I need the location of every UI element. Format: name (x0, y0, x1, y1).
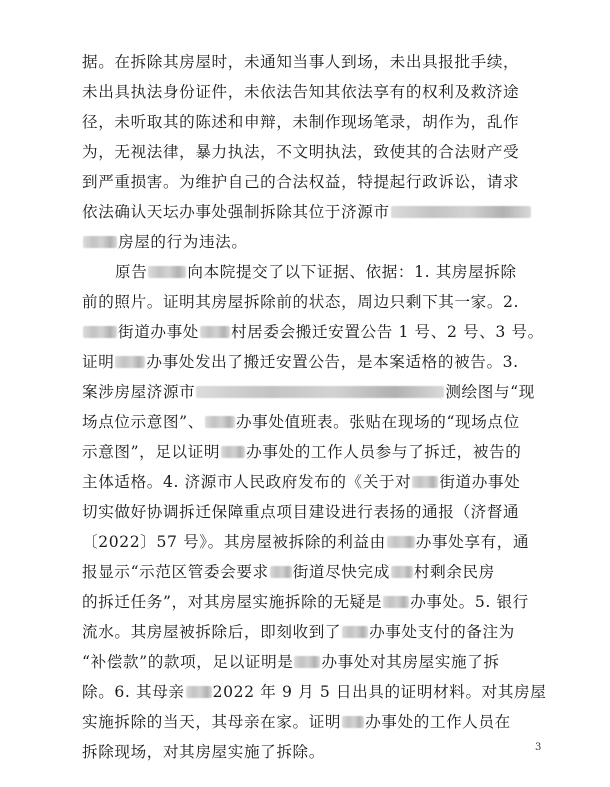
text-line (82, 77, 542, 107)
text-segment: 办事处享有，通 (415, 533, 530, 551)
redacted-name (186, 686, 212, 698)
redacted-place (221, 446, 245, 458)
text-segment: 为，无视法律，暴力执法，不文明执法，致使其的合法财产受 (82, 143, 520, 161)
text-line (82, 647, 542, 677)
redacted-place (383, 596, 409, 608)
text-line (82, 47, 542, 77)
text-line (82, 437, 542, 467)
text-line (82, 347, 542, 377)
text-segment: 报显示“示范区管委会要求 (82, 563, 269, 581)
text-segment: 办事处值班表。张贴在现场的“现场点位 (235, 413, 520, 431)
text-segment: 测绘图与“现 (445, 383, 535, 401)
text-segment: 主体适格。4. 济源市人民政府发布的《关于对 (82, 473, 412, 491)
text-line (82, 737, 542, 767)
text-segment: “补偿款”的款项，足以证明是 (82, 653, 294, 671)
text-line (115, 257, 543, 287)
text-line (82, 467, 542, 497)
text-segment: 切实做好协调拆迁保障重点项目建设进行表扬的通报（济督通 (82, 503, 520, 521)
text-segment: 除。6. 其母亲 (82, 683, 185, 701)
text-segment: 未出具执法身份证件，未依法告知其依法享有的权利及救济途 (82, 83, 520, 101)
redacted-address (83, 236, 117, 248)
text-line (82, 497, 542, 527)
text-line (82, 617, 542, 647)
redacted-name (148, 266, 186, 278)
text-segment: 村居委会搬迁安置公告 1 号、2 号、3 号。 (230, 323, 544, 341)
text-segment: 房屋的行为违法。 (118, 233, 248, 251)
text-segment: 办事处的工作人员参与了拆迁，被告的 (246, 443, 522, 461)
text-segment: 街道办事处 (439, 473, 521, 491)
text-segment: 的拆迁任务”，对其房屋实施拆除的无疑是 (82, 593, 383, 611)
text-segment: 原告 (115, 263, 148, 281)
text-segment: 流水。其房屋被拆除后，即刻收到了 (82, 623, 342, 641)
text-line (82, 287, 542, 317)
text-segment: 拆除现场，对其房屋实施了拆除。 (82, 743, 325, 761)
text-segment: 到严重损害。为维护自己的合法权益，特提起行政诉讼，请求 (82, 173, 520, 191)
redacted-place (83, 326, 117, 338)
redacted-place (115, 356, 145, 368)
text-line (82, 587, 542, 617)
redacted-address (391, 206, 531, 218)
text-line (82, 707, 542, 737)
page-number: 3 (535, 742, 542, 753)
text-line (82, 557, 542, 587)
redacted-address (196, 386, 444, 398)
text-segment: 案涉房屋济源市 (82, 383, 196, 401)
text-line (82, 317, 542, 347)
text-segment: 前的照片。证明其房屋拆除前的状态，周边只剩下其一家。2. (82, 293, 520, 311)
redacted-place (200, 326, 230, 338)
text-segment: 2022 年 9 月 5 日出具的证明材料。对其房屋 (212, 683, 547, 701)
redacted-place (412, 476, 438, 488)
text-segment: 办事处的工作人员在 (365, 713, 511, 731)
redacted-place (205, 416, 235, 428)
text-segment: 依法确认天坛办事处强制拆除其位于济源市 (82, 203, 390, 221)
text-line (82, 227, 542, 257)
text-line (82, 527, 542, 557)
text-segment: 村剩余民房 (413, 563, 495, 581)
text-line (82, 107, 542, 137)
text-line (82, 407, 542, 437)
text-line (82, 677, 547, 707)
text-segment: 示意图”，足以证明 (82, 443, 221, 461)
redacted-place (387, 536, 415, 548)
text-line (82, 137, 542, 167)
text-segment: 办事处对其房屋实施了拆 (321, 653, 500, 671)
text-line (82, 167, 542, 197)
text-segment: 向本院提交了以下证据、依据：1. 其房屋拆除 (187, 263, 517, 281)
text-segment: 证明 (82, 353, 115, 371)
text-segment: 场点位示意图”、 (82, 413, 204, 431)
text-line (82, 377, 542, 407)
text-segment: 街道尽快完成 (292, 563, 390, 581)
text-segment: 街道办事处 (118, 323, 199, 341)
redacted-place (342, 716, 364, 728)
redacted-place (294, 656, 320, 668)
text-segment: 〔2022〕57 号》。其房屋被拆除的利益由 (82, 533, 386, 551)
text-segment: 办事处发出了搬迁安置公告，是本案适格的被告。3. (146, 353, 519, 371)
text-segment: 据。在拆除其房屋时，未通知当事人到场，未出具报批手续， (82, 53, 520, 71)
redacted-place (391, 566, 413, 578)
text-line (82, 197, 542, 227)
redacted-place (270, 566, 292, 578)
text-segment: 实施拆除的当天，其母亲在家。证明 (82, 713, 342, 731)
text-segment: 办事处。5. 银行 (410, 593, 529, 611)
redacted-place (342, 626, 368, 638)
text-segment: 径，未听取其的陈述和申辩，未制作现场笔录，胡作为，乱作 (82, 113, 520, 131)
text-segment: 办事处支付的备注为 (369, 623, 515, 641)
